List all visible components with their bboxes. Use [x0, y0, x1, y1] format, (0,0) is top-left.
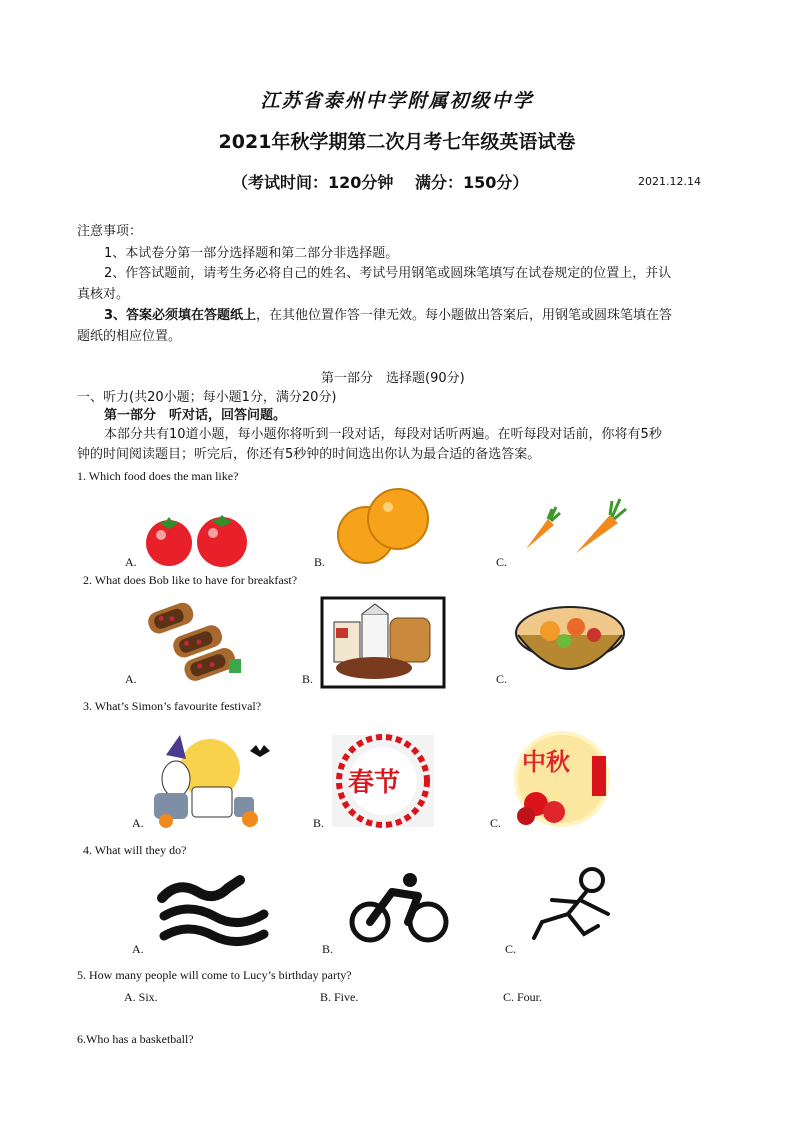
notes-item-2b: 真核对。 [77, 287, 130, 302]
q5-option-c: C. Four. [503, 990, 543, 1004]
halloween-icon [152, 735, 270, 827]
q2-option-b: B. [302, 672, 314, 686]
exam-title: 2021年秋学期第二次月考七年级英语试卷 [218, 131, 576, 153]
question-6: 6.Who has a basketball? [77, 1032, 194, 1046]
section1-title: 第一部分 听对话，回答问题。 [104, 408, 287, 423]
running-icon [528, 866, 624, 946]
exam-date: 2021.12.14 [638, 175, 701, 188]
spring-festival-text: 春节 [348, 768, 401, 798]
swimming-icon [158, 876, 270, 944]
listening-title: 一、听力(共20小题；每小题1分，满分20分) [77, 390, 337, 405]
q2-option-c: C. [496, 672, 508, 686]
bread-milk-icon [322, 598, 444, 687]
exam-time-info: （考试时间：120分钟 满分：150分） [232, 173, 529, 192]
noodle-bowl-icon [514, 603, 626, 685]
q3-option-c: C. [490, 816, 502, 830]
tomato-icon [142, 513, 257, 568]
instructions-b: 钟的时间阅读题目；听完后，你还有5秒钟的时间选出你认为最合适的备选答案。 [77, 447, 541, 462]
q5-option-b: B. Five. [320, 990, 359, 1004]
notes-item-3-rest: ，在其他位置作答一律无效。每小题做出答案后，用钢笔或圆珠笔填在答 [256, 308, 673, 323]
mid-autumn-text: 中秋 [522, 748, 570, 776]
q2-option-a: A. [125, 672, 137, 686]
notes-title: 注意事项： [77, 224, 143, 239]
question-5: 5. How many people will come to Lucy’s birthday party? [77, 968, 352, 982]
question-4: 4. What will they do? [83, 843, 187, 857]
question-2: 2. What does Bob like to have for breakfast? [83, 573, 298, 587]
q3-option-a: A. [132, 816, 144, 830]
q4-option-a: A. [132, 942, 144, 956]
q1-option-c: C. [496, 555, 508, 569]
notes-item-2a: 2、作答试题前，请考生务必将自己的姓名、考试号用钢笔或圆珠笔填写在试卷规定的位置上，并认 [104, 266, 672, 281]
q4-option-b: B. [322, 942, 334, 956]
q1-option-b: B. [314, 555, 326, 569]
question-3: 3. What’s Simon’s favourite festival? [83, 699, 262, 713]
burrito-icon [145, 597, 245, 685]
orange-icon [328, 487, 433, 569]
q1-option-a: A. [125, 555, 137, 569]
school-name: 江苏省泰州中学附属初级中学 [260, 90, 534, 112]
notes-item-3-bold: 3、答案必须填在答题纸上 [104, 308, 257, 323]
q4-option-c: C. [505, 942, 517, 956]
notes-item-1: 1、本试卷分第一部分选择题和第二部分非选择题。 [104, 246, 399, 261]
carrot-icon [518, 497, 633, 557]
part1-title: 第一部分 选择题(90分) [321, 371, 465, 386]
instructions-a: 本部分共有10道小题，每小题你将听到一段对话，每段对话听两遍。在听每段对话前，你将有5秒 [104, 427, 662, 442]
q3-option-b: B. [313, 816, 325, 830]
notes-item-3b: 题纸的相应位置。 [77, 329, 182, 344]
cycling-icon [348, 872, 450, 944]
q5-option-a: A. Six. [124, 990, 158, 1004]
notes-item-3a [104, 305, 672, 327]
question-1: 1. Which food does the man like? [77, 469, 239, 483]
